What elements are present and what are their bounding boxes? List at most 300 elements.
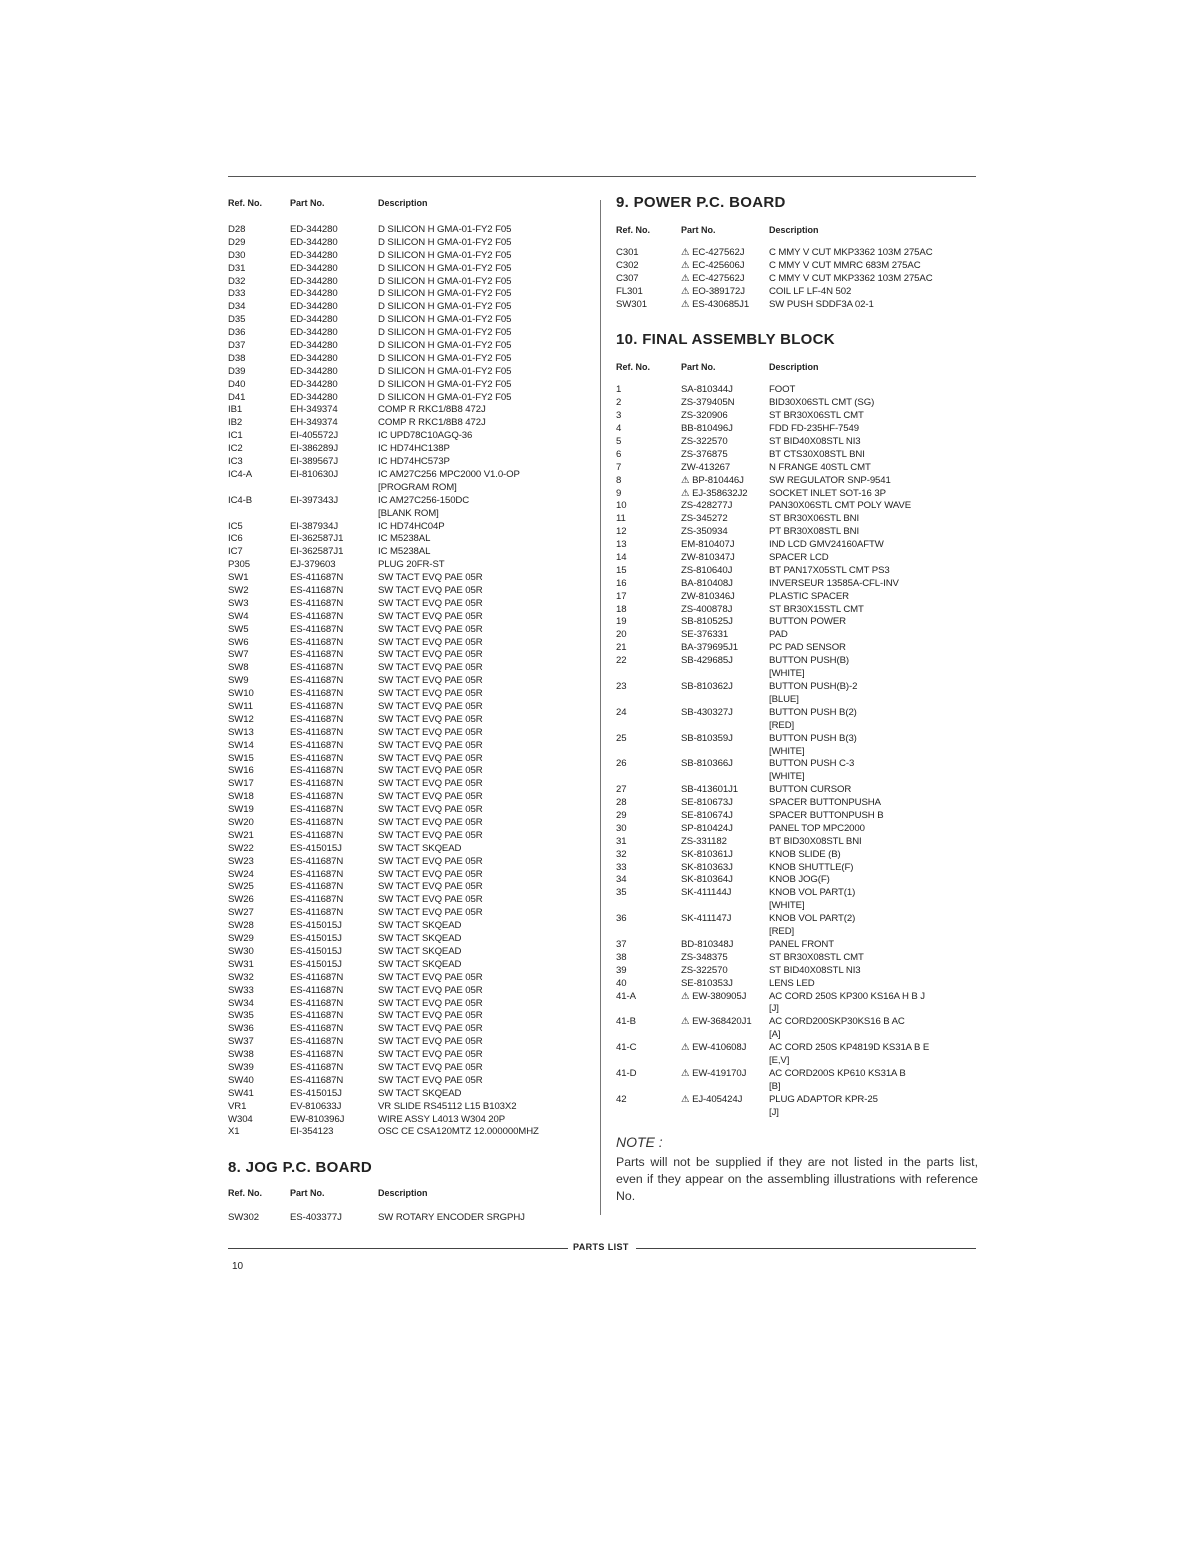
table-row (616, 1042, 978, 1068)
part-cell: ZS-345272 (681, 513, 728, 525)
parts-table-left (228, 224, 593, 1139)
part-cell: ZS-428277J (681, 500, 733, 512)
desc-line: FOOT (769, 384, 796, 396)
table-row (228, 1075, 593, 1088)
part-cell: ZW-810346J (681, 590, 735, 602)
desc-cell (378, 856, 593, 869)
part-cell: SK-810364J (681, 874, 733, 886)
ref-cell: D35 (228, 314, 246, 326)
desc-cell (378, 237, 593, 250)
desc-cell (769, 707, 978, 733)
desc-line: SW TACT EVQ PAE 05R (378, 1061, 483, 1073)
desc-cell (769, 565, 978, 578)
right-column (616, 194, 978, 1205)
desc-cell (769, 810, 978, 823)
part-cell: SP-810424J (681, 822, 733, 834)
part-cell: SE-376331 (681, 629, 729, 641)
part-cell: ES-411687N (290, 675, 344, 687)
table-row (228, 637, 593, 650)
table-row (616, 552, 978, 565)
ref-cell: SW36 (228, 1023, 254, 1035)
table-row (228, 456, 593, 469)
ref-cell: SW23 (228, 855, 254, 867)
ref-cell: SW12 (228, 713, 254, 725)
ref-cell: SW21 (228, 829, 254, 841)
desc-line: WIRE ASSY L4013 W304 20P (378, 1113, 506, 1125)
desc-cell (769, 423, 978, 436)
desc-line: SW TACT EVQ PAE 05R (378, 610, 483, 622)
ref-cell: SW40 (228, 1074, 254, 1086)
desc-line: SW TACT EVQ PAE 05R (378, 752, 483, 764)
ref-cell: SW32 (228, 971, 254, 983)
ref-cell: 33 (616, 861, 627, 873)
desc-line: BUTTON PUSH B(3) (769, 732, 857, 744)
ref-cell: 18 (616, 603, 627, 615)
desc-line: D SILICON H GMA-01-FY2 F05 (378, 378, 512, 390)
desc-subline: [J] (769, 1003, 779, 1015)
desc-cell (769, 449, 978, 462)
desc-line: SW TACT EVQ PAE 05R (378, 984, 483, 996)
ref-cell: SW301 (616, 298, 647, 310)
desc-cell (769, 978, 978, 991)
desc-cell (769, 1068, 978, 1094)
ref-cell: 26 (616, 758, 627, 770)
part-cell: ES-411687N (290, 688, 344, 700)
table-row (616, 410, 978, 423)
part-cell: ⚠ EJ-405424J (681, 1093, 743, 1105)
desc-cell (378, 353, 593, 366)
part-cell: ⚠ EC-427562J (681, 272, 745, 284)
desc-cell (378, 688, 593, 701)
ref-cell: IC4-A (228, 468, 253, 480)
column-divider (600, 200, 601, 1215)
ref-cell: SW7 (228, 649, 249, 661)
desc-cell (769, 849, 978, 862)
part-cell: ES-411687N (290, 1023, 344, 1035)
table-row (616, 952, 978, 965)
ref-cell: SW14 (228, 739, 254, 751)
table-row (616, 1016, 978, 1042)
desc-line: PLUG 20FR-ST (378, 559, 445, 571)
ref-cell: D40 (228, 378, 246, 390)
desc-line: SW TACT EVQ PAE 05R (378, 662, 483, 674)
part-cell: BA-810408J (681, 577, 733, 589)
ref-cell: SW28 (228, 920, 254, 932)
footer-label: PARTS LIST (573, 1242, 629, 1252)
ref-cell: SW39 (228, 1061, 254, 1073)
desc-line: SW TACT EVQ PAE 05R (378, 713, 483, 725)
desc-header: Description (769, 225, 819, 235)
table-row (228, 598, 593, 611)
desc-cell (378, 327, 593, 340)
part-cell: EI-386289J (290, 443, 339, 455)
desc-cell (378, 1212, 593, 1225)
desc-cell (769, 629, 978, 642)
ref-cell: 7 (616, 461, 622, 473)
desc-header: Description (378, 1188, 428, 1199)
part-cell: SB-810362J (681, 680, 733, 692)
ref-cell: SW18 (228, 791, 254, 803)
desc-line: IC HD74HC138P (378, 443, 450, 455)
desc-cell (769, 488, 978, 501)
desc-cell (378, 740, 593, 753)
desc-cell (378, 469, 593, 495)
table-row (616, 462, 978, 475)
ref-cell: 38 (616, 951, 627, 963)
part-cell: ZS-348375 (681, 951, 728, 963)
ref-cell: IC4-B (228, 494, 253, 506)
ref-cell: C307 (616, 272, 639, 284)
part-cell: ES-411687N (290, 726, 344, 738)
desc-line: BID30X06STL CMT (SG) (769, 397, 875, 409)
part-cell: EI-810630J (290, 468, 339, 480)
part-cell: ED-344280 (290, 236, 338, 248)
ref-cell: 29 (616, 810, 627, 821)
ref-cell: 41-D (616, 1067, 637, 1079)
table-row (228, 920, 593, 933)
ref-cell: SW17 (228, 778, 254, 790)
desc-line: SOCKET INLET SOT-16 3P (769, 487, 886, 499)
desc-cell (769, 591, 978, 604)
part-cell: ⚠ EW-419170J (681, 1067, 747, 1079)
part-cell: EH-349374 (290, 417, 338, 429)
desc-cell (769, 513, 978, 526)
desc-line: PLUG ADAPTOR KPR-25 (769, 1093, 878, 1105)
desc-line: SW ROTARY ENCODER SRGPHJ (378, 1212, 525, 1224)
table-row (616, 436, 978, 449)
table-row (228, 263, 593, 276)
part-cell: ED-344280 (290, 352, 338, 364)
table-row (616, 797, 978, 810)
desc-line: KNOB SLIDE (B) (769, 848, 841, 860)
part-cell: ES-411687N (290, 1061, 344, 1073)
desc-line: AC CORD 250S KP4819D KS31A B E (769, 1042, 930, 1054)
table-row (228, 1126, 593, 1139)
table-row (616, 578, 978, 591)
part-cell: ZW-810347J (681, 552, 735, 564)
ref-cell: 5 (616, 436, 622, 448)
ref-cell: W304 (228, 1113, 253, 1125)
table-row (228, 869, 593, 882)
ref-cell: 35 (616, 887, 627, 899)
ref-cell: 4 (616, 423, 622, 435)
desc-cell (378, 250, 593, 263)
part-cell: BB-810496J (681, 423, 733, 435)
part-cell: ZS-400878J (681, 603, 733, 615)
desc-header: Description (769, 362, 819, 373)
ref-cell: 39 (616, 964, 627, 976)
table-row (616, 247, 978, 260)
desc-line: SW TACT EVQ PAE 05R (378, 907, 483, 919)
table-row (228, 1212, 593, 1225)
table-row (228, 714, 593, 727)
part-cell: ES-411687N (290, 1049, 344, 1061)
ref-cell: 8 (616, 474, 622, 486)
top-rule (228, 176, 976, 177)
desc-cell (378, 495, 593, 521)
table-row (228, 430, 593, 443)
part-cell: ES-411687N (290, 649, 344, 661)
table-row (616, 823, 978, 836)
ref-cell: SW10 (228, 688, 254, 700)
part-cell: ZS-322570 (681, 964, 728, 976)
desc-cell (769, 836, 978, 849)
table-row (228, 1049, 593, 1062)
desc-line: SW TACT EVQ PAE 05R (378, 701, 483, 713)
section-8-title: 8. JOG P.C. BOARD (228, 1159, 373, 1177)
ref-cell: SW35 (228, 1010, 254, 1022)
desc-line: OSC CE CSA120MTZ 12.000000MHZ (378, 1126, 539, 1138)
table-row (228, 1101, 593, 1114)
part-cell: EI-389567J (290, 456, 339, 468)
part-cell: SE-810673J (681, 797, 733, 809)
desc-line: ST BID40X08STL NI3 (769, 964, 861, 976)
desc-line: SW TACT EVQ PAE 05R (378, 739, 483, 751)
part-cell: ES-411687N (290, 610, 344, 622)
desc-subline: [RED] (769, 926, 795, 938)
desc-line: KNOB VOL PART(2) (769, 913, 856, 925)
table-row (228, 701, 593, 714)
desc-cell (769, 913, 978, 939)
section-8-header (228, 1186, 593, 1200)
note-text: Parts will not be supplied if they are not listed in the parts list, even if they appear on the assembling illustrations with reference No. (616, 1154, 978, 1203)
desc-cell (769, 247, 978, 260)
part-cell: ED-344280 (290, 378, 338, 390)
ref-cell: IB2 (228, 417, 243, 429)
table-row (616, 939, 978, 952)
ref-cell: D39 (228, 365, 246, 377)
part-cell: ES-411687N (290, 713, 344, 725)
desc-cell (769, 784, 978, 797)
desc-header: Description (378, 198, 428, 208)
desc-line: AC CORD 250S KP300 KS16A H B J (769, 990, 925, 1002)
part-cell: SA-810344J (681, 384, 733, 396)
desc-cell (769, 939, 978, 952)
part-cell: ED-344280 (290, 249, 338, 261)
ref-cell: 21 (616, 642, 627, 654)
desc-subline: [WHITE] (769, 900, 805, 912)
table-row (616, 887, 978, 913)
part-cell: SB-430327J (681, 706, 733, 718)
desc-cell (378, 301, 593, 314)
desc-line: SW TACT EVQ PAE 05R (378, 765, 483, 777)
part-cell: ZS-331182 (681, 835, 727, 847)
table-row (228, 649, 593, 662)
table-row (228, 276, 593, 289)
part-cell: ES-411687N (290, 907, 344, 919)
desc-line: SW TACT SKQEAD (378, 958, 462, 970)
table-row (228, 843, 593, 856)
table-row (228, 572, 593, 585)
desc-line: SW TACT EVQ PAE 05R (378, 791, 483, 803)
desc-cell (378, 1049, 593, 1062)
table-row (228, 1088, 593, 1101)
desc-cell (378, 443, 593, 456)
desc-cell (378, 598, 593, 611)
ref-cell: SW25 (228, 881, 254, 893)
part-cell: ES-411687N (290, 1036, 344, 1048)
table-row (228, 1010, 593, 1023)
part-cell: ES-411687N (290, 868, 344, 880)
part-cell: SB-413601J1 (681, 784, 739, 796)
part-header: Part No. (681, 362, 716, 373)
table-row (228, 933, 593, 946)
desc-subline: [WHITE] (769, 771, 805, 783)
part-cell: ES-411687N (290, 894, 344, 906)
table-row (228, 546, 593, 559)
desc-cell (378, 1101, 593, 1114)
desc-line: SPACER BUTTONPUSH B (769, 810, 884, 821)
desc-cell (378, 817, 593, 830)
desc-line: SW TACT EVQ PAE 05R (378, 1074, 483, 1086)
part-cell: SB-429685J (681, 655, 733, 667)
desc-cell (378, 456, 593, 469)
part-header: Part No. (290, 198, 325, 208)
table-row (228, 533, 593, 546)
ref-cell: 37 (616, 938, 627, 950)
table-row (228, 340, 593, 353)
section-9-header (616, 223, 978, 237)
desc-cell (769, 862, 978, 875)
part-cell: ⚠ EW-410608J (681, 1042, 747, 1054)
part-cell: SE-810674J (681, 810, 733, 821)
table-row (228, 417, 593, 430)
ref-cell: SW16 (228, 765, 254, 777)
part-cell: SK-810363J (681, 861, 733, 873)
ref-cell: D34 (228, 301, 246, 313)
table-row (228, 817, 593, 830)
table-row (228, 675, 593, 688)
desc-cell (378, 314, 593, 327)
section-9-title: 9. POWER P.C. BOARD (616, 194, 786, 211)
ref-cell: C302 (616, 259, 639, 271)
table-row (228, 611, 593, 624)
ref-cell: 13 (616, 539, 627, 551)
table-row (228, 237, 593, 250)
part-cell: ZS-320906 (681, 410, 728, 422)
desc-line: D SILICON H GMA-01-FY2 F05 (378, 275, 512, 287)
table-row (616, 784, 978, 797)
part-cell: BD-810348J (681, 938, 734, 950)
table-row (228, 404, 593, 417)
part-cell: ES-415015J (290, 933, 342, 945)
table-row (616, 488, 978, 501)
part-cell: ED-344280 (290, 327, 338, 339)
desc-line: SW PUSH SDDF3A 02-1 (769, 298, 874, 310)
desc-cell (378, 572, 593, 585)
part-cell: SB-810359J (681, 732, 733, 744)
ref-cell: VR1 (228, 1100, 247, 1112)
table-row (228, 250, 593, 263)
desc-cell (378, 998, 593, 1011)
table-row (616, 299, 978, 312)
ref-cell: IC2 (228, 443, 243, 455)
part-cell: ED-344280 (290, 301, 338, 313)
desc-line: SW TACT SKQEAD (378, 920, 462, 932)
ref-cell: SW15 (228, 752, 254, 764)
desc-line: D SILICON H GMA-01-FY2 F05 (378, 236, 512, 248)
ref-cell: 30 (616, 822, 627, 834)
desc-cell (378, 288, 593, 301)
desc-line: IC HD74HC573P (378, 456, 450, 468)
desc-line: SW TACT EVQ PAE 05R (378, 868, 483, 880)
table-row (228, 688, 593, 701)
table-row (228, 288, 593, 301)
ref-cell: SW41 (228, 1087, 254, 1099)
desc-line: C MMY V CUT MMRC 683M 275AC (769, 259, 921, 271)
part-cell: EI-362587J1 (290, 546, 344, 558)
section-8-table (228, 1212, 593, 1225)
desc-cell (769, 552, 978, 565)
desc-cell (378, 959, 593, 972)
desc-cell (769, 952, 978, 965)
desc-line: PANEL TOP MPC2000 (769, 822, 865, 834)
desc-line: KNOB VOL PART(1) (769, 887, 856, 899)
page-number: 10 (232, 1261, 244, 1272)
desc-subline: [A] (769, 1029, 781, 1041)
part-cell: SE-810353J (681, 977, 733, 989)
desc-line: ST BR30X08STL CMT (769, 951, 864, 963)
desc-line: SW TACT EVQ PAE 05R (378, 675, 483, 687)
desc-cell (378, 1126, 593, 1139)
desc-cell (378, 1114, 593, 1127)
table-row (616, 500, 978, 513)
part-cell: ES-411687N (290, 597, 344, 609)
desc-line: SW TACT EVQ PAE 05R (378, 688, 483, 700)
desc-line: BT CTS30X08STL BNI (769, 448, 865, 460)
table-row (228, 894, 593, 907)
table-row (616, 423, 978, 436)
left-column (228, 196, 593, 1225)
part-cell: ES-415015J (290, 945, 342, 957)
table-row (228, 856, 593, 869)
desc-cell (769, 823, 978, 836)
ref-cell: 31 (616, 835, 627, 847)
part-cell: ED-344280 (290, 314, 338, 326)
desc-cell (378, 972, 593, 985)
table-row (616, 849, 978, 862)
desc-line: COMP R RKC1/8B8 472J (378, 417, 486, 429)
part-cell: EI-397343J (290, 494, 339, 506)
table-row (228, 753, 593, 766)
part-cell: ZS-350934 (681, 526, 728, 538)
desc-cell (769, 965, 978, 978)
section-10-header (616, 360, 978, 374)
table-row (616, 862, 978, 875)
desc-line: COIL LF LF-4N 502 (769, 285, 852, 297)
ref-cell: IC3 (228, 456, 243, 468)
desc-cell (769, 273, 978, 286)
ref-cell: D33 (228, 288, 246, 300)
desc-cell (378, 546, 593, 559)
part-cell: EW-810396J (290, 1113, 345, 1125)
ref-cell: 25 (616, 732, 627, 744)
desc-cell (378, 379, 593, 392)
table-row (616, 733, 978, 759)
ref-cell: SW11 (228, 701, 254, 713)
ref-cell: SW19 (228, 804, 254, 816)
desc-cell (378, 1036, 593, 1049)
desc-line: IC AM27C256-150DC (378, 494, 470, 506)
desc-line: N FRANGE 40STL CMT (769, 461, 871, 473)
table-row (228, 1036, 593, 1049)
desc-line: SW TACT EVQ PAE 05R (378, 855, 483, 867)
table-row (616, 565, 978, 578)
part-cell: ZS-376875 (681, 448, 728, 460)
table-row (616, 513, 978, 526)
desc-cell (769, 797, 978, 810)
desc-line: SW TACT EVQ PAE 05R (378, 1023, 483, 1035)
